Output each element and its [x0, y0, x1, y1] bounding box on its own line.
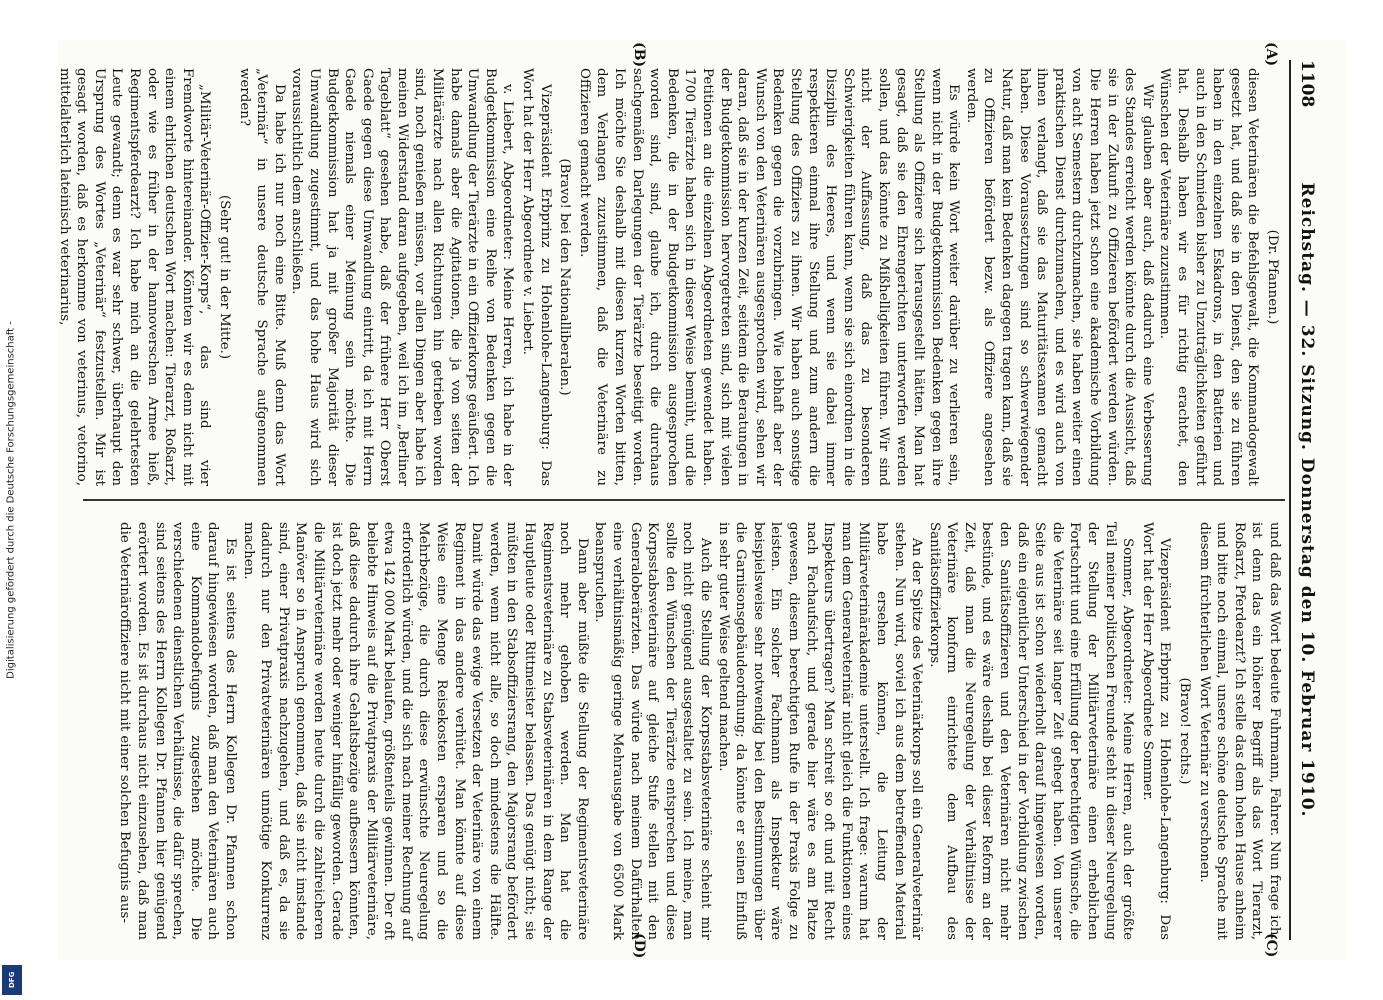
paragraph: „Militär-Veterinär-Offizier-Korps“, das sind vier Fremdworte hintereinander. Könnten wir es denn nicht mit einem ehrlichen deutschen Wort machen: Tierarzt, Roßarzt, oder wie es früher in der hannoverschen Armee hieß, Regimentspferdearzt? Ich habe mich an die gelehrtesten Leute gewandt; denn es war sehr schwer, überhaupt den Ursprung des Wortes „Veterinär“ festzustellen. Mir ist gesagt worden, daß es herkomme von veterinus, vetorino, mittelalterlich lateinisch veterinarius,	[56, 68, 213, 486]
speaker-tag: (Dr. Pfannen.)	[1265, 229, 1280, 325]
page-number: 1108	[1297, 60, 1317, 108]
dfg-logo-icon: DFG	[2, 965, 22, 995]
presiding-remark: Vizepräsident Erbprinz zu Hohenlohe-Langenburg: Das Wort hat der Herr Abgeordnete Sommer.	[1139, 522, 1173, 940]
applause-note: (Sehr gut! in der Mitte.)	[216, 194, 232, 360]
paragraph: Es würde kein Wort weiter darüber zu verlieren sein, wenn nicht in der Budgetkommission Bedenken gegen ihre Stellung als Offiziere sich herausgestellt hätten. Man hat gesagt, daß sie den Ehrengerichten unterworfen werden sollen, und das könnte zu Mißhelligkeiten führen. Wir sind nicht der Auffassung, daß das zu besonderen Schwierigkeiten führen kann, wenn sie sich einordnen in die Disziplin des Heeres, und wenn sie dabei immer respektieren einmal ihre Stellung und zum andern die Stellung des Offiziers zu ihnen. Wir haben auch sonstige Bedenken gegen die vorzubringen. Wie lebhaft aber der Wunsch von den Veterinären ausgesprochen wird, sehen wir daran, daß sie in der kurzen Zeit, seitdem die Beratungen in der Budgetkommission hervorgetreten sind, sich mit vielen Petitionen an die einzelnen Abgeordneten gewendet haben. 1700 Tierärzte haben sich in dieser Weise bemüht, und die Bedenken, die in der Budgetkommission ausgesprochen worden sind, sind, glaube ich, durch die durchaus sachgemäßen Darlegungen der Tierärzte beseitigt worden. Ich möchte Sie deshalb mit diesen kurzen Worten bitten, dem Verlangen zuzustimmen, daß die Veterinäre zu Offizieren gemacht werden.	[576, 68, 962, 486]
left-column	[55, 68, 1283, 486]
scanned-page	[57, 40, 1347, 960]
running-head	[1289, 60, 1319, 940]
paragraph: Wir glauben aber auch, daß dadurch eine Verbesserung des Standes erreicht werden könnte durch die Aussicht, daß sie in der Zukunft zu Offizieren befördert werden würden. Die Herren haben jetzt schon eine akademische Vorbildung von acht Semestern durchzumachen, sie haben weiter einen praktischen Dienst durchzumachen, und es wird auch von ihnen verlangt, daß sie das Maturitätsexamen gemacht haben. Diese Voraussetzungen sind so schwerwiegender Natur, daß man kein Bedenken dagegen tragen kann, daß sie zu Offizieren befördert bezw. als Offiziere angesehen werden.	[963, 68, 1155, 486]
margin-marker-d: (D)	[631, 933, 647, 959]
paragraph: und daß das Wort bedeute Fuhrmann, Fahrer. Nun frage ich: ist denn das ein höherer Begriff als das Wort Tierarzt, Roßarzt, Pferdearzt? Ich stelle das dem hohen Hause anheim und bitte noch einmal, unsere schöne deutsche Sprache mit diesem fürchterlichen Wort Veterinär zu verschonen.	[1196, 522, 1282, 940]
margin-marker-b: (B)	[631, 42, 647, 68]
column-divider	[83, 499, 1285, 501]
margin-marker-c: (C)	[1263, 933, 1279, 958]
right-column	[116, 522, 1283, 940]
paragraph: Es ist seitens des Herrn Kollegen Dr. Pfannen schon darauf hingewiesen worden, daß man den Veterinären auch eine Kommandobefugnis zugestehen möchte. Die verschiedenen dienstlichen Verhältnisse, die dafür sprechen, sind seitens des Herrn Kollegen Dr. Pfannen hier genügend erörtert worden. Es ist durchaus nicht einzusehen, daß man die Veterinäroffiziere nicht mit einer solchen Befugnis aus-	[117, 522, 238, 940]
applause-note: (Bravo! rechts.)	[1177, 677, 1193, 785]
paragraph: Da habe ich nur noch eine Bitte. Muß denn das Wort „Veterinär“ in unsere deutsche Sprache aufgenommen werden?	[236, 68, 287, 486]
page-title: Reichstag. — 32. Sitzung. Donnerstag den 10. Februar 1910.	[1297, 182, 1317, 818]
paragraph: v. Liebert, Abgeordneter: Meine Herren, ich habe in der Budgetkommission eine Reihe von Bedenken gegen die Umwandlung der Tierärzte in ein Offizierkorps geäußert. Ich habe damals aber die Agitationen, die ja von seiten der Militärärzte nach allen Richtungen hin getrieben worden sind, noch genießen müssen, vor allen Dingen aber habe ich meinen Widerstand daran aufgegeben, weil ich im „Berliner Tageblatt“ gesehen habe, daß der frühere Herr Oberst Gaede gegen diese Umwandlung eintritt, da ich mit Herrn Gaede niemals einer Meinung sein möchte. Die Budgetkommission hat ja mit großer Majorität dieser Umwandlung zugestimmt, und das hohe Haus wird sich voraussichtlich dem anschließen.	[289, 68, 516, 486]
paragraph: diesen Veterinären die Befehlsgewalt, die Kommandogewalt gesetzt hat, und daß sie in den Dienst, den sie zu führen haben in den einzelnen Eskadrons, in den Batterien und auch in den Schmieden bisher zu Unzuträglichkeiten geführt hat. Deshalb haben wir es für richtig erachtet, den Wünschen der Veterinäre zuzustimmen.	[1157, 68, 1261, 486]
applause-note: (Bravo! bei den Nationalliberalen.)	[557, 158, 573, 396]
paragraph: Dann aber müßte die Stellung der Regimentsveterinäre noch mehr gehoben werden. Man hat die Regimentsveterinäre zu Stabsveterinären in dem Range der Hauptleute oder Rittmeister belassen. Das genügt nicht; sie müßten in den Stabsoffiziersrang, den Majorsrang befördert werden, wenn nicht alle, so doch mindestens die Hälfte. Damit würde das ewige Versetzen der Veterinäre von einem Regiment in das andere verhütet. Man könnte auf diese Weise eine Menge Reisekosten ersparen und so die Mehrbezüge, die durch diese erwünschte Neuregelung erforderlich würden, und die sich nach meiner Rechnung auf etwa 142 000 Mark belaufen, größtenteils gewinnen. Der oft beliebte Hinweis auf die Privatpraxis der Militärveterinäre, daß diese dadurch ihre Gehaltsbezüge aufbessern könnten, ist doch jetzt mehr oder weniger hinfällig geworden. Gerade die Militärveterinäre werden heute durch die zahlreicheren Manöver so in Anspruch genommen, daß sie nicht imstande sind, einer Privatpraxis nachzugehen, und daß es, da sie dadurch nur den Privatveterinären unnötige Konkurrenz machen.	[240, 522, 590, 940]
paragraph: An der Spitze des Veterinärkorps soll ein Generalveterinär stehen. Nun wird, soviel ich aus dem betreffenden Material habe ersehen können, die Leitung der Militärveterinärakademie unterstellt. Ich frage: warum hat man dem Generalveterinär nicht gleich die Funktionen eines Inspekteurs übertragen? Man schreit so oft und mit Recht nach Fachaufsicht, und gerade hier wäre es am Platze gewesen, diesem berechtigten Rufe in der Praxis Folge zu leisten. Ein solcher Fachmann als Inspekteur wäre beispielsweise sehr notwendig bei den Bestimmungen über die Garnisonsgebäudeordnung; da könnte er seinen Einfluß in sehr guter Weise geltend machen.	[715, 522, 925, 940]
presiding-remark: Vizepräsident Erbprinz zu Hohenlohe-Langenburg: Das Wort hat der Herr Abgeordnete v. Liebert.	[520, 68, 553, 486]
paragraph: Auch die Stellung der Korpsstabsveterinäre scheint mir noch nicht genügend ausgestaltet zu sein. Ich meine, man sollte den Wünschen der Tierärzte entsprechen und diese Korpsstabsveterinäre auf gleiche Stufe stellen mit den Generaloberärzten. Das würde nach meinem Dafürhalten eine verhältnismäßig geringe Mehrausgabe von 6500 Mark beanspruchen.	[592, 522, 713, 940]
digitization-credit: Digitalisierung gefördert durch die Deutsche Forschungsgemeinschaft -	[5, 321, 17, 679]
margin-marker-a: (A)	[1263, 42, 1279, 67]
digitization-strip	[0, 0, 22, 1000]
paragraph: Sommer, Abgeordneter: Meine Herren, auch der größte Teil meiner politischen Freunde steht in dieser Neuregelung der Stellung der Militärveterinäre einen erheblichen Fortschritt und eine Erfüllung der berechtigten Wünsche, die die Veterinäre seit langer Zeit gehegt haben. Von unserer Seite aus ist schon wiederholt darauf hingewiesen worden, daß ein eigentlicher Unterschied in der Vorbildung zwischen den Sanitätsoffizieren und den Veterinären nicht mehr bestünde, und es wäre deshalb bei dieser Reform an der Zeit, daß man die Neuregelung der Verhältnisse der Veterinäre konform einrichtete dem Aufbau des Sanitätsoffizierkorps.	[926, 522, 1136, 940]
